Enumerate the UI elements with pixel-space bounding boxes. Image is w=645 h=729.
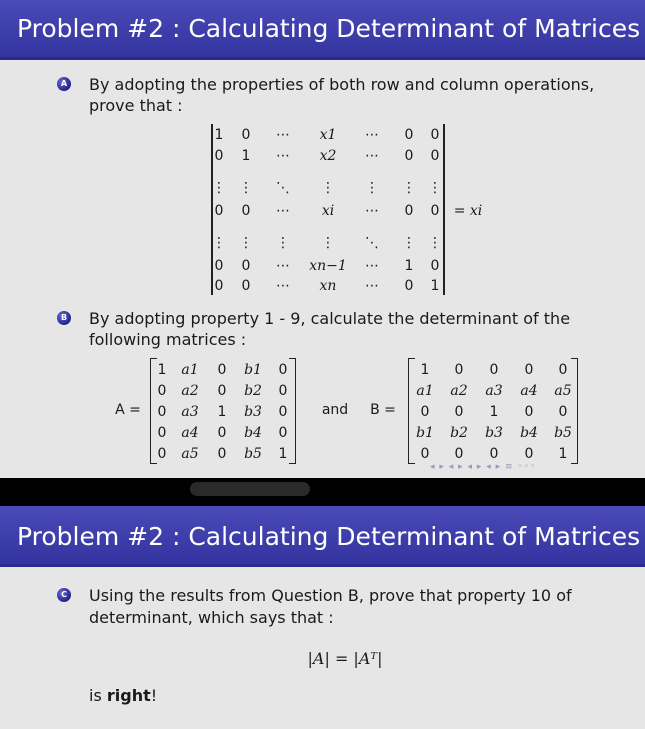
matrix-b-cell: a5 <box>554 383 572 399</box>
matrix-a-cell: 0 <box>278 425 288 441</box>
conclusion-text: is right! <box>89 686 158 705</box>
bullet-a-icon: A <box>57 77 71 91</box>
matrix-b-cell: 0 <box>454 362 464 378</box>
slide-2 <box>0 506 645 729</box>
matrix-b-cell: 0 <box>558 404 568 420</box>
title-bar-2 <box>0 506 645 567</box>
det-cell: ⋯ <box>276 148 290 164</box>
det-cell: 0 <box>241 203 251 219</box>
matrix-a-cell: b2 <box>244 383 262 399</box>
det-right-bar <box>443 124 445 295</box>
matrix-b-left-bracket <box>408 358 415 464</box>
det-cell: x2 <box>319 148 337 164</box>
matrix-b-cell: 0 <box>420 446 430 462</box>
det-cell: ⋮ <box>239 235 253 251</box>
matrix-a-cell: 1 <box>217 404 227 420</box>
det-cell: ⋱ <box>365 235 379 251</box>
det-cell: 0 <box>214 258 224 274</box>
matrix-a-cell: 0 <box>217 446 227 462</box>
matrix-a-cell: 0 <box>157 425 167 441</box>
det-cell: 0 <box>404 203 414 219</box>
matrix-a-cell: a4 <box>181 425 199 441</box>
matrix-b-cell: 1 <box>420 362 430 378</box>
det-cell: 1 <box>241 148 251 164</box>
det-cell: 0 <box>404 278 414 294</box>
det-cell: ⋯ <box>276 203 290 219</box>
question-b-line2: following matrices : <box>89 330 247 349</box>
matrix-a-label: A = <box>115 402 141 418</box>
matrix-a-left-bracket <box>150 358 157 464</box>
matrix-a-cell: 0 <box>278 362 288 378</box>
det-cell: ⋯ <box>276 258 290 274</box>
det-cell: ⋮ <box>212 180 226 196</box>
matrix-b-cell: 0 <box>489 362 499 378</box>
and-text: and <box>321 402 349 418</box>
slide-gap <box>0 478 645 506</box>
det-cell: 0 <box>430 258 440 274</box>
det-rhs: = xi <box>453 203 483 219</box>
det-cell: ⋯ <box>365 127 379 143</box>
title-bar <box>0 0 645 60</box>
matrix-a-cell: b5 <box>244 446 262 462</box>
matrix-a-cell: 0 <box>217 425 227 441</box>
det-cell: ⋱ <box>276 180 290 196</box>
question-b-line1: By adopting property 1 - 9, calculate the determinant of the <box>89 309 571 328</box>
matrix-b-cell: 0 <box>454 404 464 420</box>
matrix-b-right-bracket <box>571 358 578 464</box>
beamer-navigation[interactable]: ◂ ▸ ◂ ▸ ◂ ▸ ◂ ▸ ≡ ◦◦◦ <box>430 462 537 472</box>
det-cell: 0 <box>430 203 440 219</box>
transpose-formula: |A| = |Aᵀ| <box>307 649 383 668</box>
redaction-smudge <box>190 482 310 496</box>
matrix-a-cell: b3 <box>244 404 262 420</box>
matrix-b-cell: 0 <box>489 446 499 462</box>
matrix-a-right-bracket <box>289 358 296 464</box>
matrix-b-cell: b1 <box>416 425 434 441</box>
matrix-a-cell: 0 <box>157 446 167 462</box>
det-cell: ⋯ <box>365 203 379 219</box>
matrix-b-cell: 0 <box>524 362 534 378</box>
det-cell: xn <box>319 278 337 294</box>
det-cell: 0 <box>241 258 251 274</box>
matrix-a-cell: b4 <box>244 425 262 441</box>
matrix-b-cell: 0 <box>524 446 534 462</box>
det-cell: 0 <box>214 148 224 164</box>
matrix-a-cell: 1 <box>157 362 167 378</box>
det-cell: 0 <box>430 127 440 143</box>
matrix-a-cell: a2 <box>181 383 199 399</box>
det-cell: ⋯ <box>365 278 379 294</box>
det-cell: ⋯ <box>276 127 290 143</box>
det-cell: ⋮ <box>321 235 335 251</box>
matrix-b-cell: a1 <box>416 383 434 399</box>
det-cell: 1 <box>404 258 414 274</box>
det-cell: 1 <box>214 127 224 143</box>
matrix-a-cell: a1 <box>181 362 199 378</box>
det-cell: 0 <box>241 127 251 143</box>
matrix-b-cell: 0 <box>524 404 534 420</box>
matrix-b-cell: b3 <box>485 425 503 441</box>
matrix-a-cell: 0 <box>278 404 288 420</box>
matrix-b-cell: a4 <box>520 383 538 399</box>
det-cell: ⋯ <box>365 148 379 164</box>
det-cell: ⋮ <box>402 235 416 251</box>
matrix-b-label: B = <box>370 402 396 418</box>
bullet-b-icon: B <box>57 311 71 325</box>
det-cell: ⋮ <box>428 180 442 196</box>
det-cell: xn−1 <box>309 258 347 274</box>
det-cell: xi <box>321 203 335 219</box>
matrix-b-cell: 0 <box>558 362 568 378</box>
det-cell: ⋮ <box>212 235 226 251</box>
matrix-a-cell: 0 <box>217 362 227 378</box>
det-cell: 0 <box>241 278 251 294</box>
slide-title: Problem #2 : Calculating Determinant of Matrices <box>17 14 641 43</box>
det-cell: ⋮ <box>402 180 416 196</box>
det-cell: 0 <box>214 203 224 219</box>
matrix-b-cell: 1 <box>558 446 568 462</box>
det-cell: 0 <box>214 278 224 294</box>
matrix-a-cell: 1 <box>278 446 288 462</box>
matrix-b-cell: 0 <box>454 446 464 462</box>
det-cell: ⋯ <box>365 258 379 274</box>
matrix-a-cell: a3 <box>181 404 199 420</box>
det-cell: ⋮ <box>276 235 290 251</box>
det-cell: 1 <box>430 278 440 294</box>
matrix-a-cell: 0 <box>157 383 167 399</box>
matrix-b-cell: a3 <box>485 383 503 399</box>
question-a-line2: prove that : <box>89 96 183 115</box>
question-c-line2: determinant, which says that : <box>89 608 334 627</box>
matrix-b-cell: b5 <box>554 425 572 441</box>
det-cell: 0 <box>404 148 414 164</box>
det-cell: x1 <box>319 127 337 143</box>
matrix-b-cell: b2 <box>450 425 468 441</box>
det-cell: ⋮ <box>428 235 442 251</box>
det-left-bar <box>211 124 213 295</box>
matrix-b-cell: a2 <box>450 383 468 399</box>
bullet-c-icon: C <box>57 588 71 602</box>
matrix-a-cell: b1 <box>244 362 262 378</box>
question-c-line1: Using the results from Question B, prove that property 10 of <box>89 586 572 605</box>
matrix-a-cell: 0 <box>157 404 167 420</box>
matrix-a-cell: 0 <box>278 383 288 399</box>
det-cell: 0 <box>404 127 414 143</box>
matrix-b-cell: 1 <box>489 404 499 420</box>
matrix-b-cell: b4 <box>520 425 538 441</box>
matrix-a-cell: 0 <box>217 383 227 399</box>
det-cell: ⋮ <box>321 180 335 196</box>
matrix-b-cell: 0 <box>420 404 430 420</box>
det-cell: ⋯ <box>276 278 290 294</box>
det-cell: ⋮ <box>239 180 253 196</box>
det-cell: 0 <box>430 148 440 164</box>
det-cell: ⋮ <box>365 180 379 196</box>
matrix-a-cell: a5 <box>181 446 199 462</box>
question-a-line1: By adopting the properties of both row and column operations, <box>89 75 595 94</box>
slide-title-2: Problem #2 : Calculating Determinant of Matrices <box>17 522 641 551</box>
